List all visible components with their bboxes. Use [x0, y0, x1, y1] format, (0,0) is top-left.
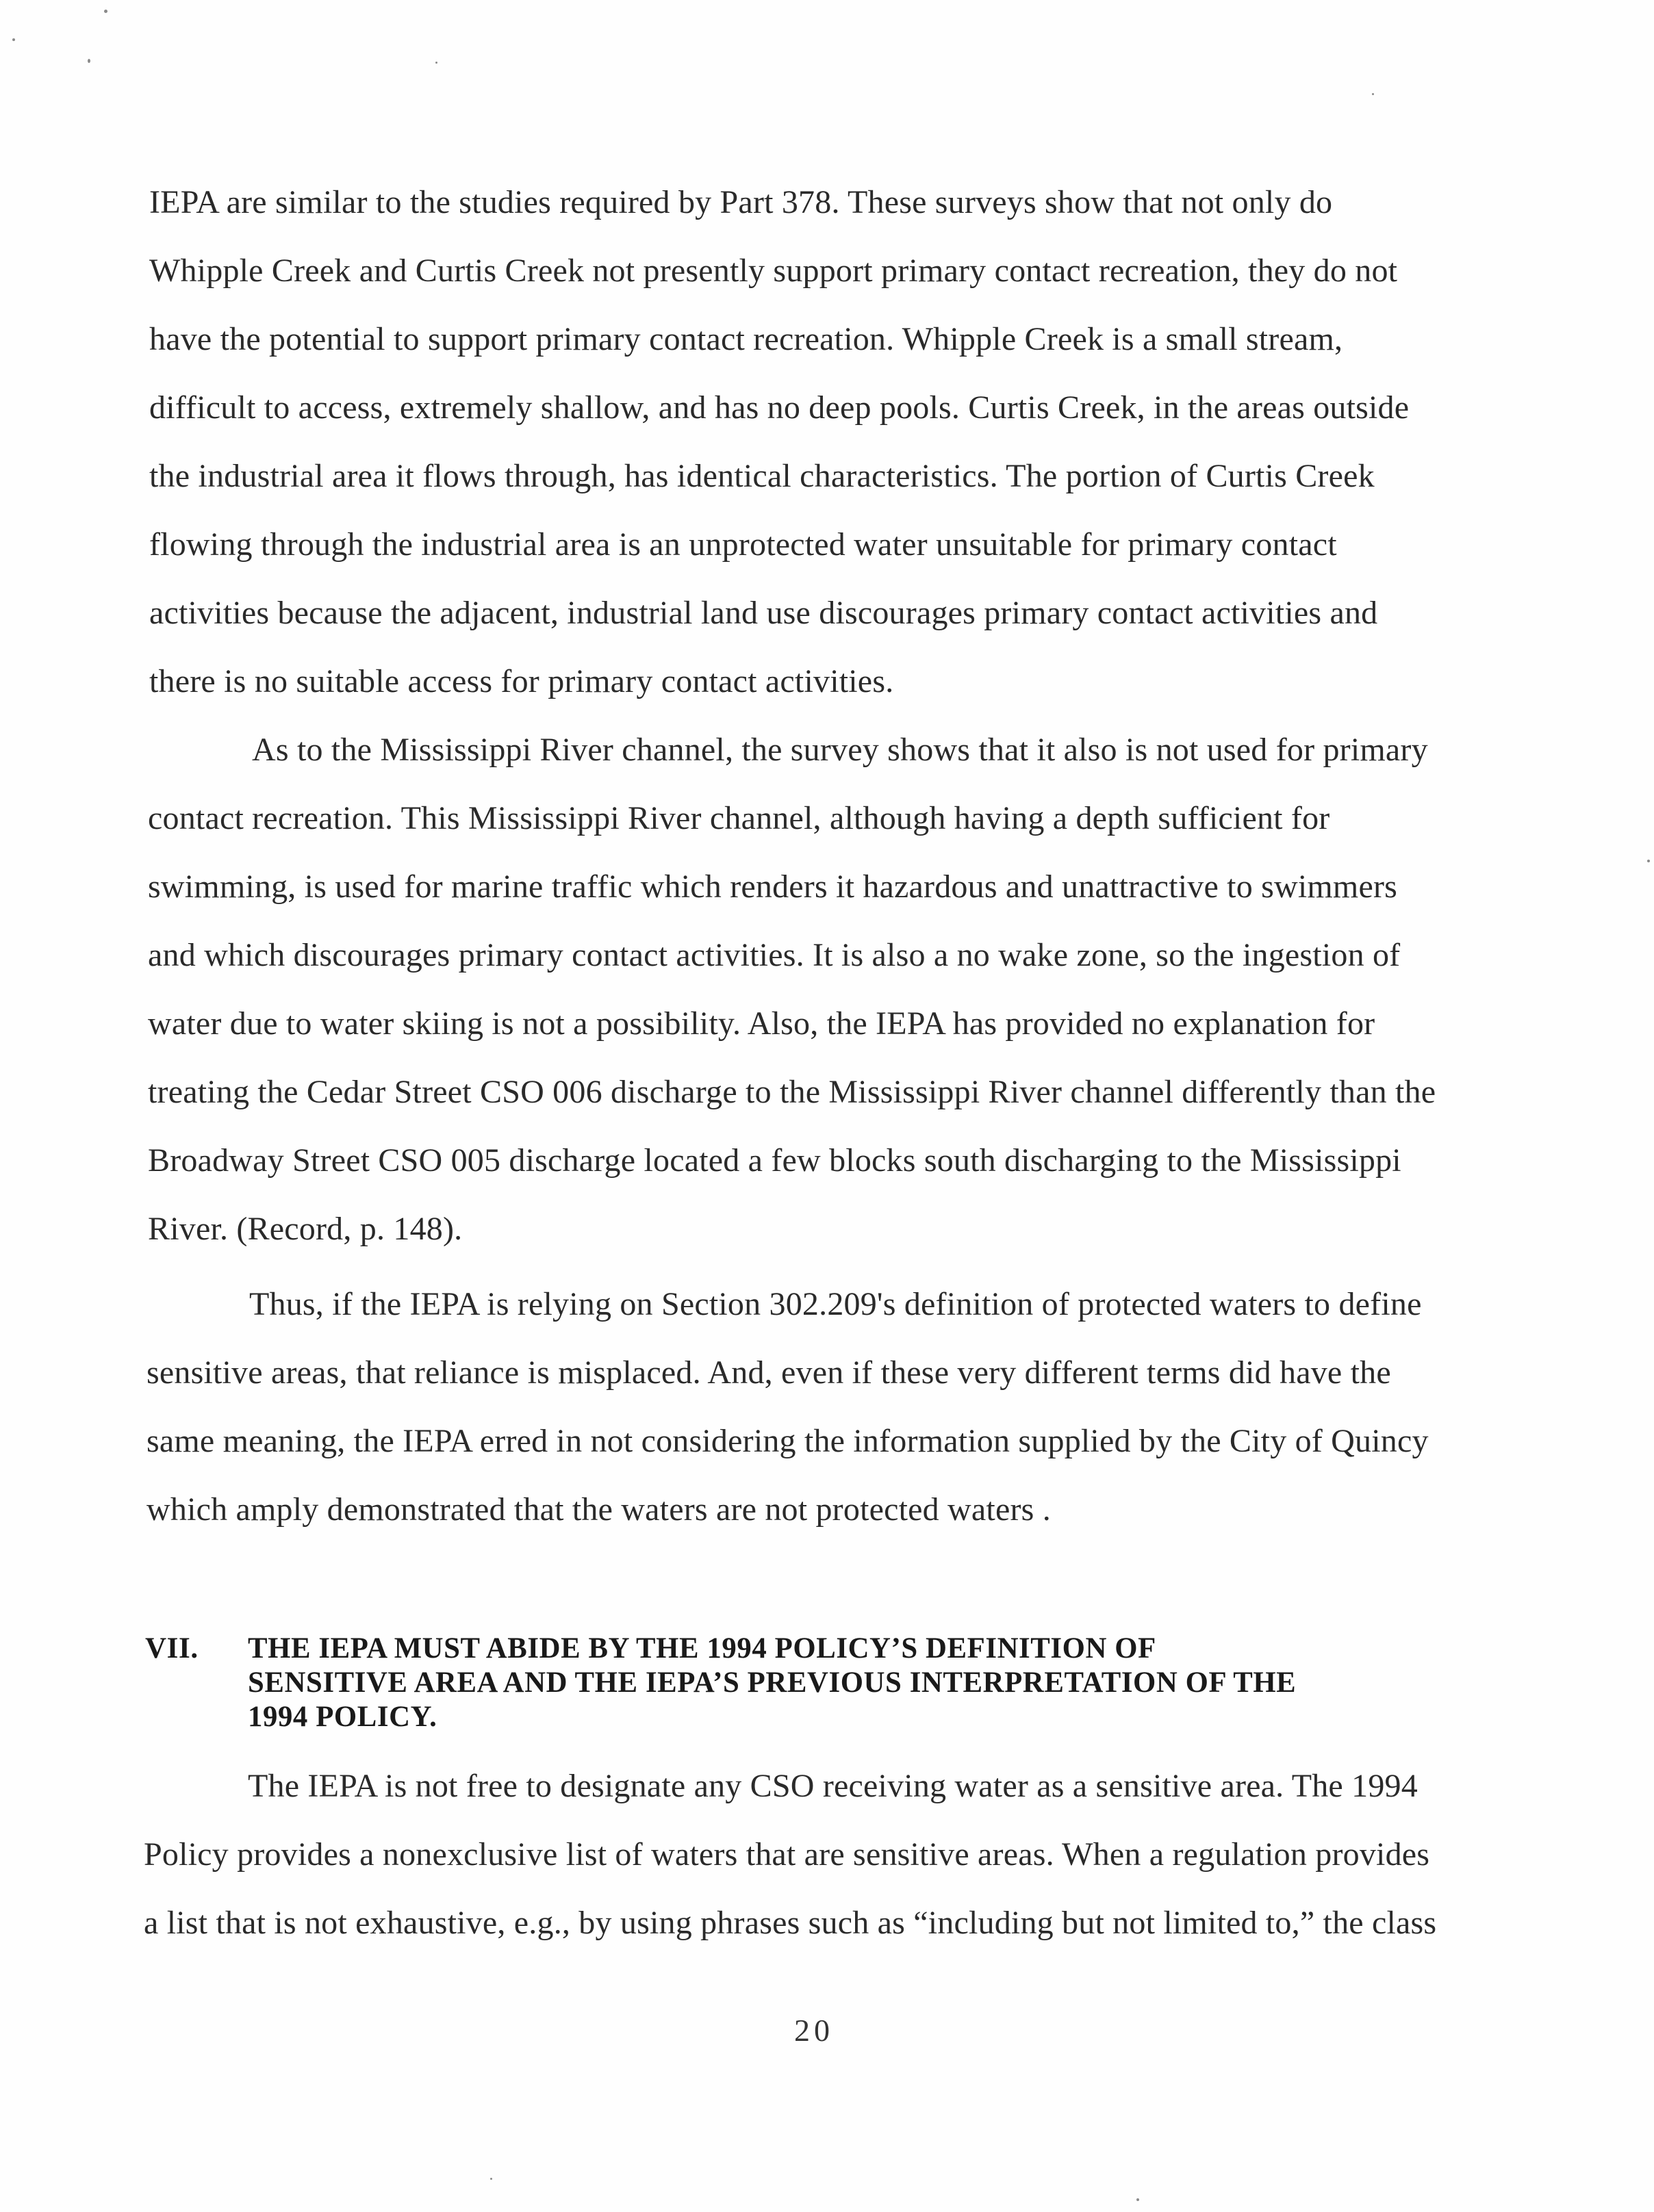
- text-line: The IEPA is not free to designate any CSO receiving water as a sensitive area. The 1994: [248, 1768, 1418, 1804]
- text-line: As to the Mississippi River channel, the survey shows that it also is not used for primary: [252, 732, 1428, 768]
- text-line: Whipple Creek and Curtis Creek not presently support primary contact recreation, they do not: [149, 253, 1398, 289]
- text-line: have the potential to support primary contact recreation. Whipple Creek is a small stream,: [149, 321, 1343, 357]
- text-line: sensitive areas, that reliance is misplaced. And, even if these very different terms did have the: [147, 1354, 1391, 1391]
- section-title: [248, 1632, 1494, 1734]
- scan-speck: [12, 38, 15, 41]
- text-line: a list that is not exhaustive, e.g., by using phrases such as “including but not limited to,” the class: [144, 1905, 1437, 1941]
- section-number: VII.: [145, 1632, 199, 1664]
- scan-speck: [435, 62, 437, 64]
- text-line: River. (Record, p. 148).: [148, 1211, 463, 1247]
- text-line: activities because the adjacent, industrial land use discourages primary contact activities and: [149, 595, 1378, 631]
- section-title-line: THE IEPA MUST ABIDE BY THE 1994 POLICY’S DEFINITION OF: [248, 1632, 1156, 1664]
- text-line: same meaning, the IEPA erred in not considering the information supplied by the City of Quincy: [147, 1423, 1429, 1459]
- text-line: flowing through the industrial area is an unprotected water unsuitable for primary contact: [149, 526, 1337, 563]
- text-line: the industrial area it flows through, has identical characteristics. The portion of Curtis Creek: [149, 458, 1375, 494]
- text-line: Broadway Street CSO 005 discharge located a few blocks south discharging to the Mississippi: [148, 1142, 1401, 1179]
- section-heading: [145, 1632, 1487, 1741]
- scan-speck: [104, 10, 107, 13]
- page-number: 20: [794, 2013, 834, 2048]
- scan-speck: [88, 59, 90, 63]
- text-line: Policy provides a nonexclusive list of waters that are sensitive areas. When a regulation provides: [144, 1836, 1430, 1873]
- section-title-line: SENSITIVE AREA AND THE IEPA’S PREVIOUS INTERPRETATION OF THE: [248, 1667, 1297, 1699]
- scan-speck: [1647, 860, 1650, 862]
- text-line: contact recreation. This Mississippi River channel, although having a depth sufficient for: [148, 800, 1330, 836]
- text-line: water due to water skiing is not a possibility. Also, the IEPA has provided no explanation for: [148, 1005, 1375, 1042]
- scan-speck: [1136, 2198, 1139, 2201]
- text-line: swimming, is used for marine traffic which renders it hazardous and unattractive to swimmers: [148, 869, 1398, 905]
- text-line: there is no suitable access for primary contact activities.: [149, 663, 894, 699]
- scan-speck: [1372, 93, 1374, 95]
- text-line: treating the Cedar Street CSO 006 discharge to the Mississippi River channel differently than the: [148, 1074, 1436, 1110]
- text-line: and which discourages primary contact activities. It is also a no wake zone, so the ingestion of: [148, 937, 1401, 973]
- text-line: IEPA are similar to the studies required by Part 378. These surveys show that not only do: [149, 184, 1333, 220]
- text-line: difficult to access, extremely shallow, and has no deep pools. Curtis Creek, in the areas outside: [149, 389, 1410, 426]
- section-title-line: 1994 POLICY.: [248, 1701, 437, 1733]
- scan-speck: [490, 2178, 492, 2180]
- text-line: Thus, if the IEPA is relying on Section 302.209's definition of protected waters to define: [249, 1286, 1422, 1322]
- text-line: which amply demonstrated that the waters are not protected waters .: [147, 1491, 1051, 1528]
